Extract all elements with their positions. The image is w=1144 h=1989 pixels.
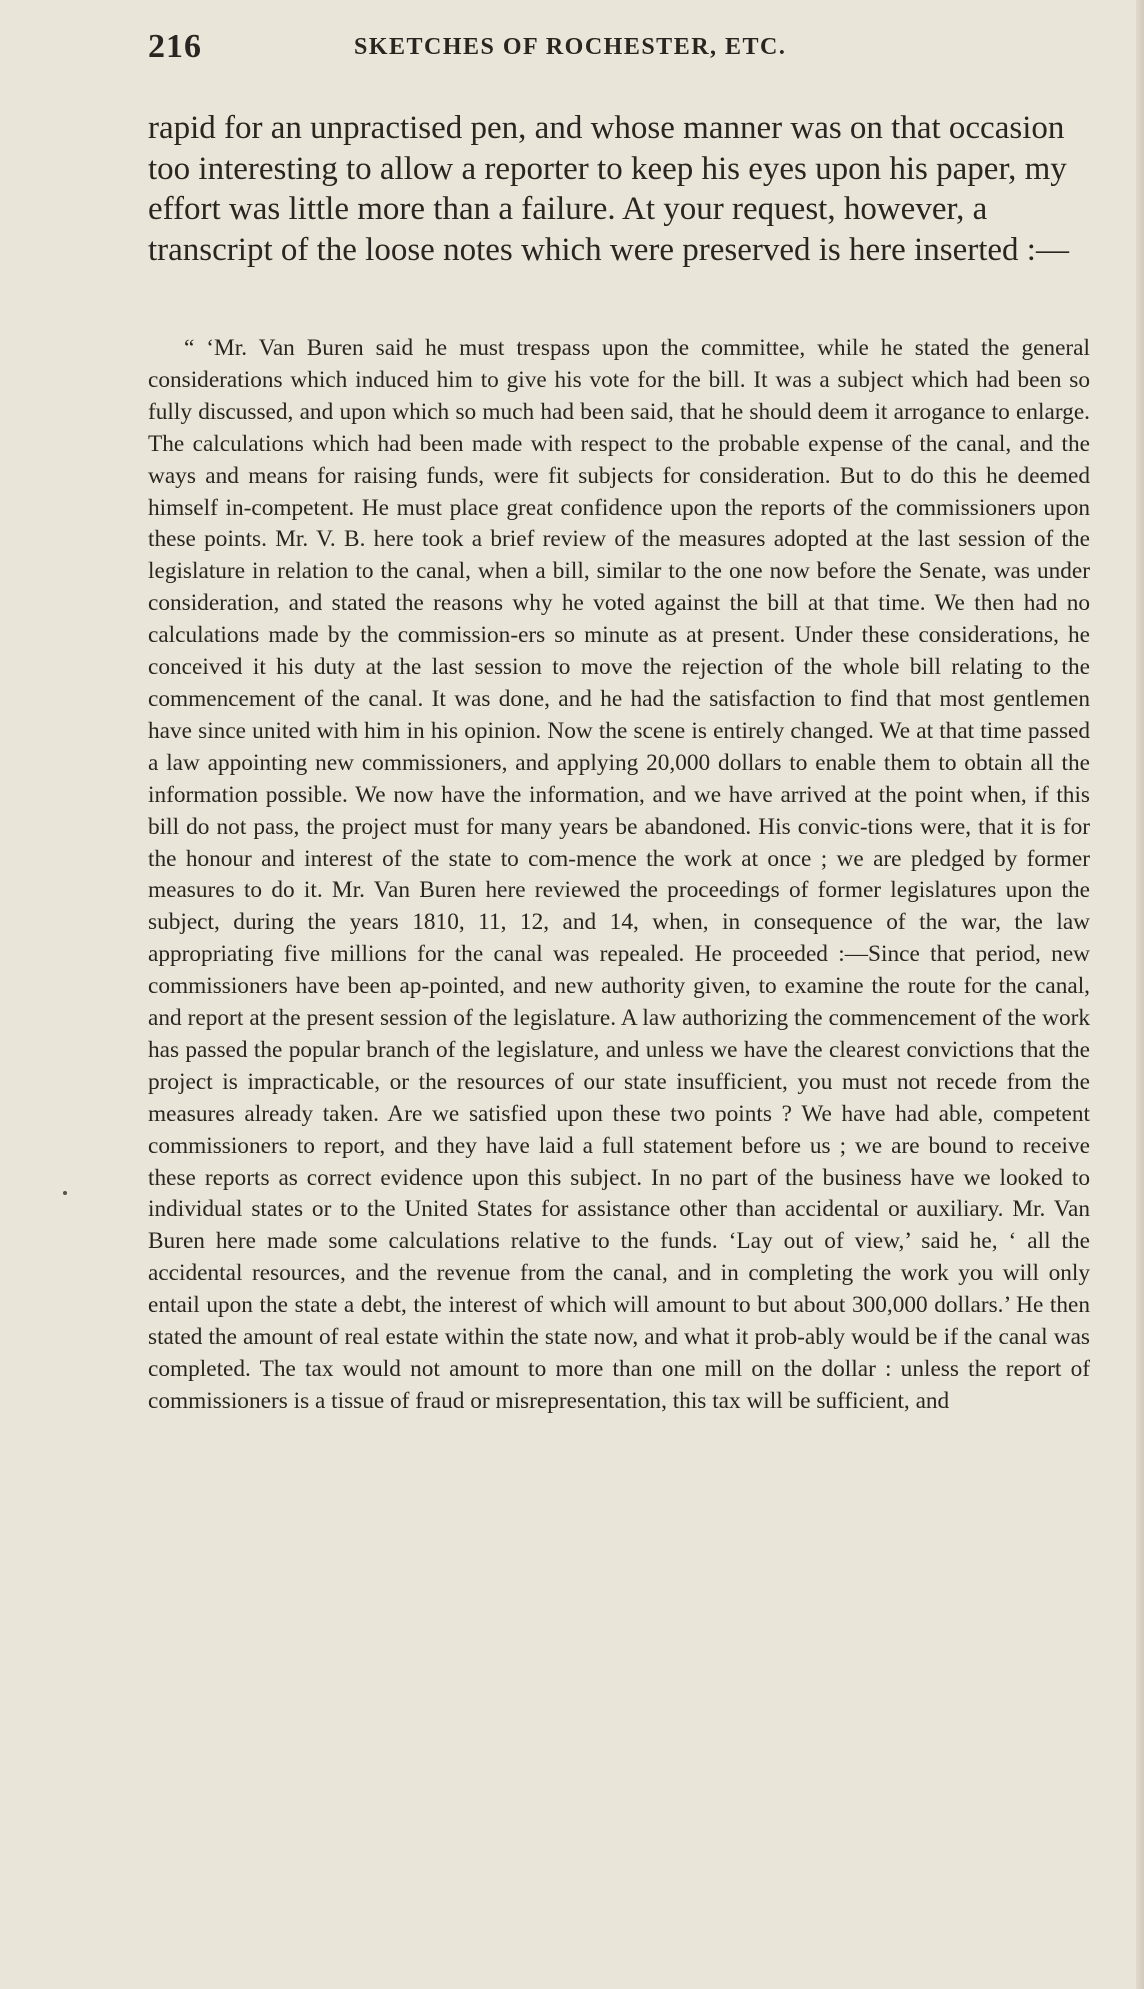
ink-speck — [63, 1191, 67, 1195]
intro-paragraph: rapid for an unpractised pen, and whose manner was on that occasion too interesting to allow a reporter to keep his eyes upon his paper, my effort was little more than a failure. At your request, however, a transcript of the loose notes which were preserved is here inserted :— — [148, 110, 1069, 268]
page-number: 216 — [148, 28, 202, 65]
quoted-speech-paragraph: “ ‘Mr. Van Buren said he must trespass upon the committee, while he stated the general considerations which induced him to give his vote for the bill. It was a subject which had been so fully discussed, and upon which so much had been said, that he should deem it arrogance to enlarge. The calculations which had been made with respect to the probable expense of the canal, and the ways and means for raising funds, were fit subjects for consideration. But to do this he deemed himself in-competent. He must place great confidence upon the reports of the commissioners upon these points. Mr. V. B. here took a brief review of the measures adopted at the last session of the legislature in relation to the canal, when a bill, similar to the one now before the Senate, was under consideration, and stated the reasons why he voted against the bill at that time. We then had no calculations made by the commission-ers so minute as at present. Under these considerations, he conceived it his duty at the last session to move the rejection of the whole bill relating to the commencement of the canal. It was done, and he had the satisfaction to find that most gentlemen have since united with him in his opinion. Now the scene is entirely changed. We at that time passed a law appointing new commissioners, and applying 20,000 dollars to enable them to obtain all the information possible. We now have the information, and we have arrived at the point when, if this bill do not pass, the project must for many years be abandoned. His convic-tions were, that it is for the honour and interest of the state to com-mence the work at once ; we are pledged by former measures to do it. Mr. Van Buren here reviewed the proceedings of former legislatures upon the subject, during the years 1810, 11, 12, and 14, when, in consequence of the war, the law appropriating five millions for the canal was repealed. He proceeded :—Since that period, new commissioners have been ap-pointed, and new authority given, to examine the route for the canal, and report at the present session of the legislature. A law authorizing the commencement of the work has passed the popular branch of the legislature, and unless we have the clearest convictions that the project is impracticable, or the resources of our state insufficient, you must not recede from the measures already taken. Are we satisfied upon these two points ? We have had able, competent commissioners to report, and they have laid a full statement before us ; we are bound to receive these reports as correct evidence upon this subject. In no part of the business have we looked to individual states or to the United States for assistance other than accidental or auxiliary. Mr. Van Buren here made some calculations relative to the funds. ‘Lay out of view,’ said he, ‘ all the accidental resources, and the revenue from the canal, and in completing the work you will only entail upon the state a debt, the interest of which will amount to but about 300,000 dollars.’ He then stated the amount of real estate within the state now, and what it prob-ably would be if the canal was completed. The tax would not amount to more than one mill on the dollar : unless the report of commissioners is a tissue of fraud or misrepresentation, this tax will be sufficient, and — [148, 335, 1090, 1414]
running-title: SKETCHES OF ROCHESTER, ETC. — [354, 34, 787, 60]
page-header — [148, 28, 918, 80]
page-gutter-shadow — [1136, 0, 1144, 1989]
